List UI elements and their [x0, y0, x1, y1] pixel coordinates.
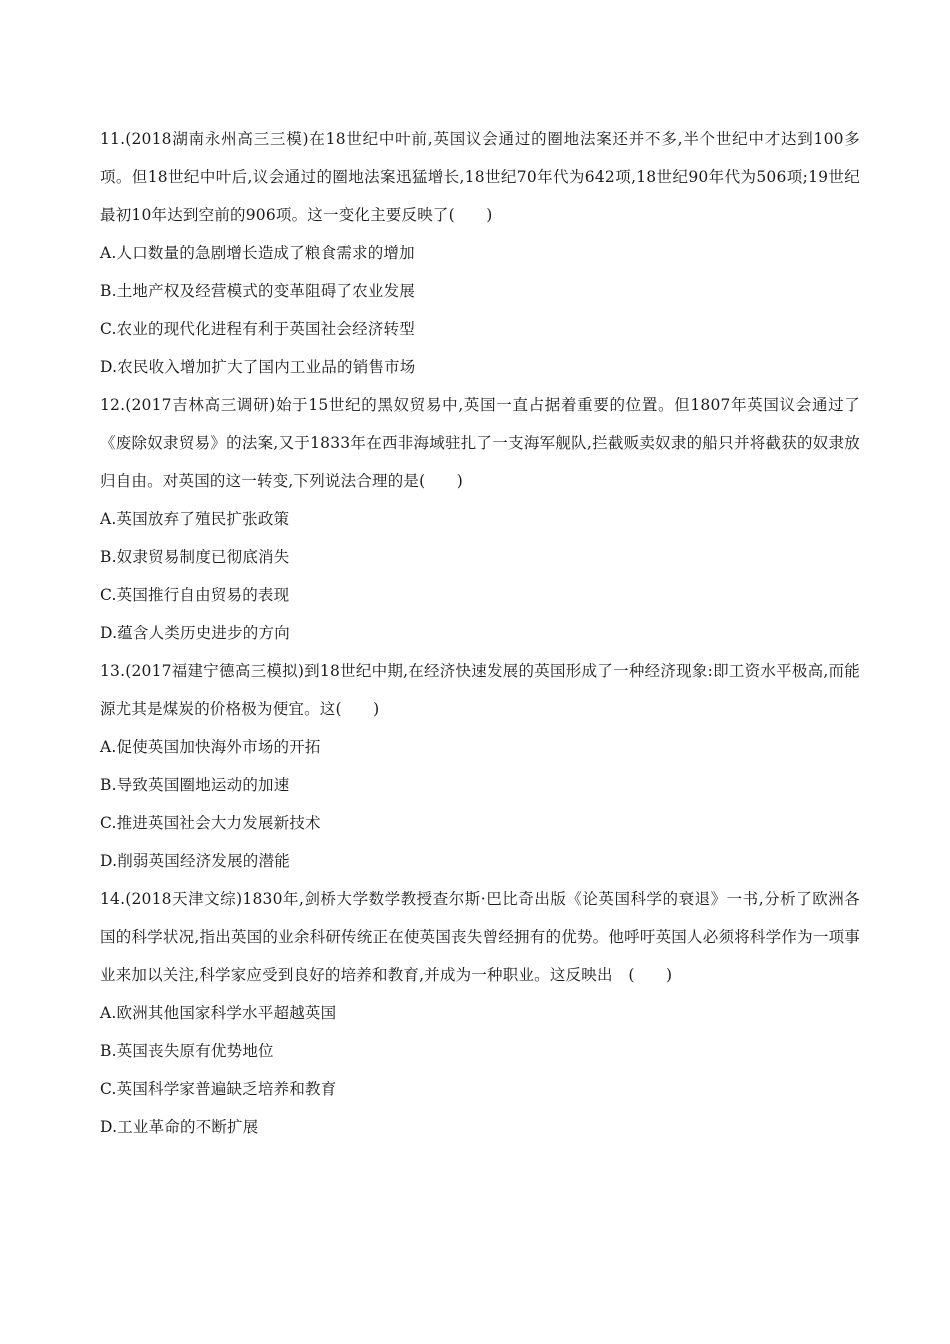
option-a: A.英国放弃了殖民扩张政策 [100, 510, 290, 528]
question-11 [100, 120, 860, 386]
option-a: A.促使英国加快海外市场的开拓 [100, 738, 321, 756]
option-d: D.蕴含人类历史进步的方向 [100, 624, 290, 642]
option-d: D.工业革命的不断扩展 [100, 1118, 259, 1136]
option-c: C.农业的现代化进程有利于英国社会经济转型 [100, 320, 415, 338]
question-14 [100, 880, 860, 1146]
question-12 [100, 386, 860, 652]
option-b: B.奴隶贸易制度已彻底消失 [100, 548, 290, 566]
question-stem: 14.(2018天津文综)1830年,剑桥大学数学教授查尔斯·巴比奇出版《论英国科学的衰退》一书,分析了欧洲各国的科学状况,指出英国的业余科研传统正在使英国丧失曾经拥有的优势。他呼吁英国人必须将科学作为一项事业来加以关注,科学家应受到良好的培养和教育,并成为一种职业。这反映出 ( ) [100, 890, 860, 984]
option-c: C.推进英国社会大力发展新技术 [100, 814, 321, 832]
option-a: A.欧洲其他国家科学水平超越英国 [100, 1004, 337, 1022]
question-13 [100, 652, 860, 880]
option-d: D.削弱英国经济发展的潜能 [100, 852, 290, 870]
question-stem: 13.(2017福建宁德高三模拟)到18世纪中期,在经济快速发展的英国形成了一种经济现象:即工资水平极高,而能源尤其是煤炭的价格极为便宜。这( ) [100, 662, 860, 718]
question-stem: 12.(2017吉林高三调研)始于15世纪的黑奴贸易中,英国一直占据着重要的位置。但1807年英国议会通过了《废除奴隶贸易》的法案,又于1833年在西非海域驻扎了一支海军舰队,拦截贩卖奴隶的船只并将截获的奴隶放归自由。对英国的这一转变,下列说法合理的是( ) [100, 396, 860, 490]
option-d: D.农民收入增加扩大了国内工业品的销售市场 [100, 358, 416, 376]
document-page [100, 120, 860, 1146]
question-stem: 11.(2018湖南永州高三三模)在18世纪中叶前,英国议会通过的圈地法案还并不多,半个世纪中才达到100多项。但18世纪中叶后,议会通过的圈地法案迅猛增长,18世纪70年代为642项,18世纪90年代为506项;19世纪最初10年达到空前的906项。这一变化主要反映了( ) [100, 130, 860, 224]
option-c: C.英国推行自由贸易的表现 [100, 586, 290, 604]
option-b: B.英国丧失原有优势地位 [100, 1042, 274, 1060]
option-a: A.人口数量的急剧增长造成了粮食需求的增加 [100, 244, 415, 262]
option-b: B.导致英国圈地运动的加速 [100, 776, 290, 794]
option-b: B.土地产权及经营模式的变革阻碍了农业发展 [100, 282, 416, 300]
option-c: C.英国科学家普遍缺乏培养和教育 [100, 1080, 337, 1098]
